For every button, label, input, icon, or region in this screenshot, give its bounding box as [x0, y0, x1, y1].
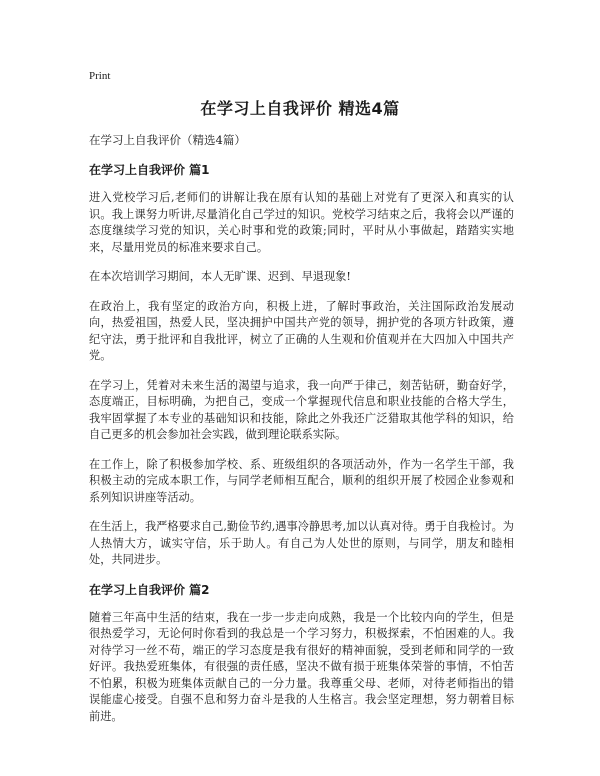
document-subtitle: 在学习上自我评价（精选4篇） [89, 133, 246, 147]
paragraph: 随着三年高中生活的结束，我在一步一步走向成熟，我是一个比较内向的学生，但是很热爱学习，无论何时你看到的我总是一个学习努力，积极探索，不怕困难的人。我对待学习一丝不苟，端正的学习态度是我有很好的精神面貌，受到老师和同学的一致好评。我热爱班集体，有很强的责任感，坚决不做有损于班集体荣誉的事情，不怕苦不怕累，积极为班集体贡献自己的一分力量。我尊重父母、老师，对待老师指出的错误能虚心接受。自强不息和努力奋斗是我的人生格言。我会坚定理想，努力朝着目标前进。 [89, 610, 514, 723]
section-2 [89, 582, 514, 726]
paragraph: 在本次培训学习期间，本人无旷课、迟到、早退现象! [89, 270, 351, 283]
section-heading: 在学习上自我评价 篇2 [89, 582, 210, 597]
paragraph: 在生活上，我严格要求自己,勤俭节约,遇事冷静思考,加以认真对待。勇于自我检讨。为人热情大方，诚实守信，乐于助人。有自己为人处世的原则，与同学，朋友和睦相处，共同进步。 [89, 520, 514, 566]
paragraph: 进入党校学习后,老师们的讲解让我在原有认知的基础上对党有了更深入和真实的认识。我上课努力听讲,尽量消化自己学过的知识。党校学习结束之后，我将会以严谨的态度继续学习党的知识，关心时事和党的政策;同时，平时从小事做起，踏踏实实地来，尽量用党员的标准来要求自己。 [89, 191, 514, 254]
document-title: 在学习上自我评价 精选4篇 [200, 99, 400, 118]
section-heading: 在学习上自我评价 篇1 [89, 163, 210, 177]
document-body [89, 132, 514, 738]
section-1 [89, 162, 514, 569]
print-label: Print [89, 70, 111, 82]
paragraph: 在学习上，凭着对未来生活的渴望与追求，我一向严于律己，刻苦钻研，勤奋好学，态度端正，目标明确，为把自己，变成一个掌握现代信息和职业技能的合格大学生，我牢固掌握了本专业的基础知识和技能，除此之外我还广泛猎取其他学科的知识，给自己更多的机会参加社会实践，做到理论联系实际。 [89, 378, 514, 441]
paragraph: 在工作上，除了积极参加学校、系、班级组织的各项活动外，作为一名学生干部，我积极主动的完成本职工作，与同学老师相互配合，顺利的组织开展了校园企业参观和系列知识讲座等活动。 [89, 457, 514, 504]
paragraph: 在政治上，我有坚定的政治方向，积极上进，了解时事政治，关注国际政治发展动向，热爱祖国，热爱人民，坚决拥护中国共产党的领导，拥护党的各项方针政策，遵纪守法，勇于批评和自我批评，树立了正确的人生观和价值观并在大四加入中国共产党。 [89, 299, 514, 362]
